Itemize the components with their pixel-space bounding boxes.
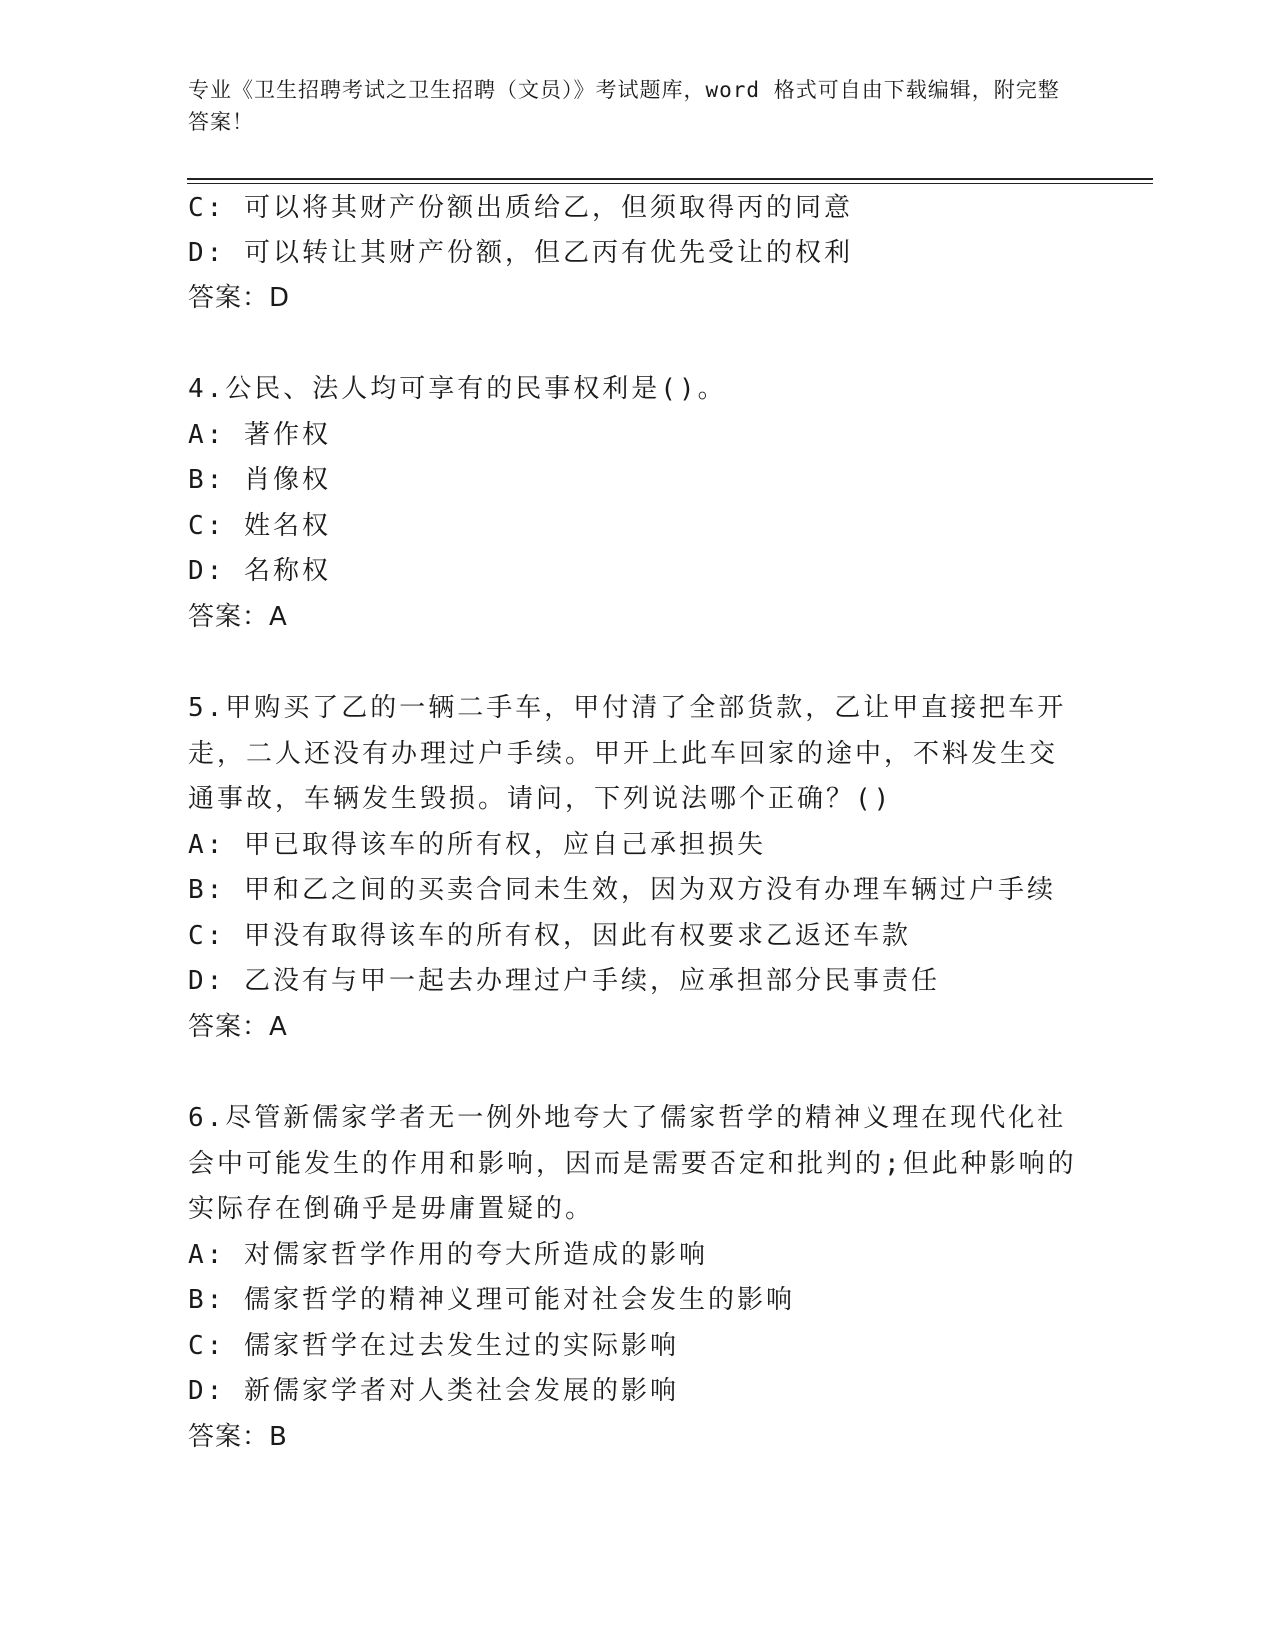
option-label: D:: [188, 238, 226, 268]
option-text: 甲已取得该车的所有权，应自己承担损失: [243, 829, 766, 860]
option-text: 可以转让其财产份额，但乙丙有优先受让的权利: [243, 238, 853, 268]
question-stem-line: 5.甲购买了乙的一辆二手车，甲付清了全部货款，乙让甲直接把车开: [188, 693, 1067, 723]
spacer: [188, 1050, 1088, 1096]
header-divider: [187, 178, 1153, 184]
option-label: A:: [188, 1239, 226, 1270]
option-d: [188, 1369, 1088, 1415]
option-label: B:: [188, 465, 226, 495]
answer-line: 答案：D: [188, 283, 291, 313]
option-text: 可以将其财产份额出质给乙，但须取得丙的同意: [243, 193, 853, 223]
option-d: [188, 959, 1088, 1005]
continued-question-block: [188, 186, 1088, 321]
question-stem-line: 实际存在倒确乎是毋庸置疑的。: [188, 1194, 595, 1224]
option-d: [188, 549, 1088, 595]
option-text: 著作权: [243, 419, 331, 450]
option-label: D:: [188, 1376, 226, 1406]
spacer: [188, 321, 1088, 367]
option-label: C:: [188, 920, 226, 951]
option-a: [188, 1233, 1088, 1279]
question-stem: 4.公民、法人均可享有的民事权利是()。: [188, 374, 727, 404]
option-a: [188, 823, 1088, 869]
page-header: 专业《卫生招聘考试之卫生招聘（文员）》考试题库，word 格式可自由下载编辑，附完整答案！: [188, 78, 1060, 134]
question-stem-line: 6.尽管新儒家学者无一例外地夸大了儒家哲学的精神义理在现代化社: [188, 1103, 1067, 1133]
question-5: [188, 686, 1088, 1050]
answer-line: 答案：A: [188, 601, 288, 632]
question-stem-line: 通事故，车辆发生毁损。请问，下列说法哪个正确？(): [188, 784, 893, 814]
option-text: 儒家哲学的精神义理可能对社会发生的影响: [243, 1285, 795, 1315]
option-text: 甲没有取得该车的所有权，因此有权要求乙返还车款: [243, 920, 911, 951]
question-stem-line: 走，二人还没有办理过户手续。甲开上此车回家的途中，不料发生交: [188, 738, 1059, 769]
spacer: [188, 640, 1088, 686]
option-c: [188, 914, 1088, 960]
option-label: B:: [188, 875, 226, 905]
question-6: [188, 1096, 1088, 1460]
option-label: C:: [188, 193, 226, 223]
option-a: [188, 413, 1088, 459]
option-b: [188, 458, 1088, 504]
option-label: A:: [188, 419, 226, 450]
option-c: [188, 1324, 1088, 1370]
option-text: 儒家哲学在过去发生过的实际影响: [243, 1330, 679, 1361]
option-d: [188, 231, 1088, 276]
option-c: [188, 186, 1088, 231]
option-b: [188, 1278, 1088, 1324]
option-text: 新儒家学者对人类社会发展的影响: [243, 1376, 679, 1406]
option-label: B:: [188, 1285, 226, 1315]
option-label: A:: [188, 829, 226, 860]
option-label: C:: [188, 1330, 226, 1361]
question-stem-line: 会中可能发生的作用和影响，因而是需要否定和批判的;但此种影响的: [188, 1148, 1077, 1179]
question-content: [188, 186, 1088, 1460]
option-label: C:: [188, 510, 226, 541]
option-text: 名称权: [243, 556, 331, 586]
question-4: [188, 367, 1088, 640]
answer-line: 答案：A: [188, 1011, 288, 1042]
answer-line: 答案：B: [188, 1421, 288, 1452]
option-text: 乙没有与甲一起去办理过户手续，应承担部分民事责任: [243, 966, 940, 996]
option-text: 甲和乙之间的买卖合同未生效，因为双方没有办理车辆过户手续: [243, 875, 1056, 905]
option-label: D:: [188, 966, 226, 996]
option-text: 姓名权: [243, 510, 331, 541]
option-text: 肖像权: [243, 465, 331, 495]
option-b: [188, 868, 1088, 914]
option-label: D:: [188, 556, 226, 586]
option-text: 对儒家哲学作用的夸大所造成的影响: [243, 1239, 708, 1270]
option-c: [188, 504, 1088, 550]
